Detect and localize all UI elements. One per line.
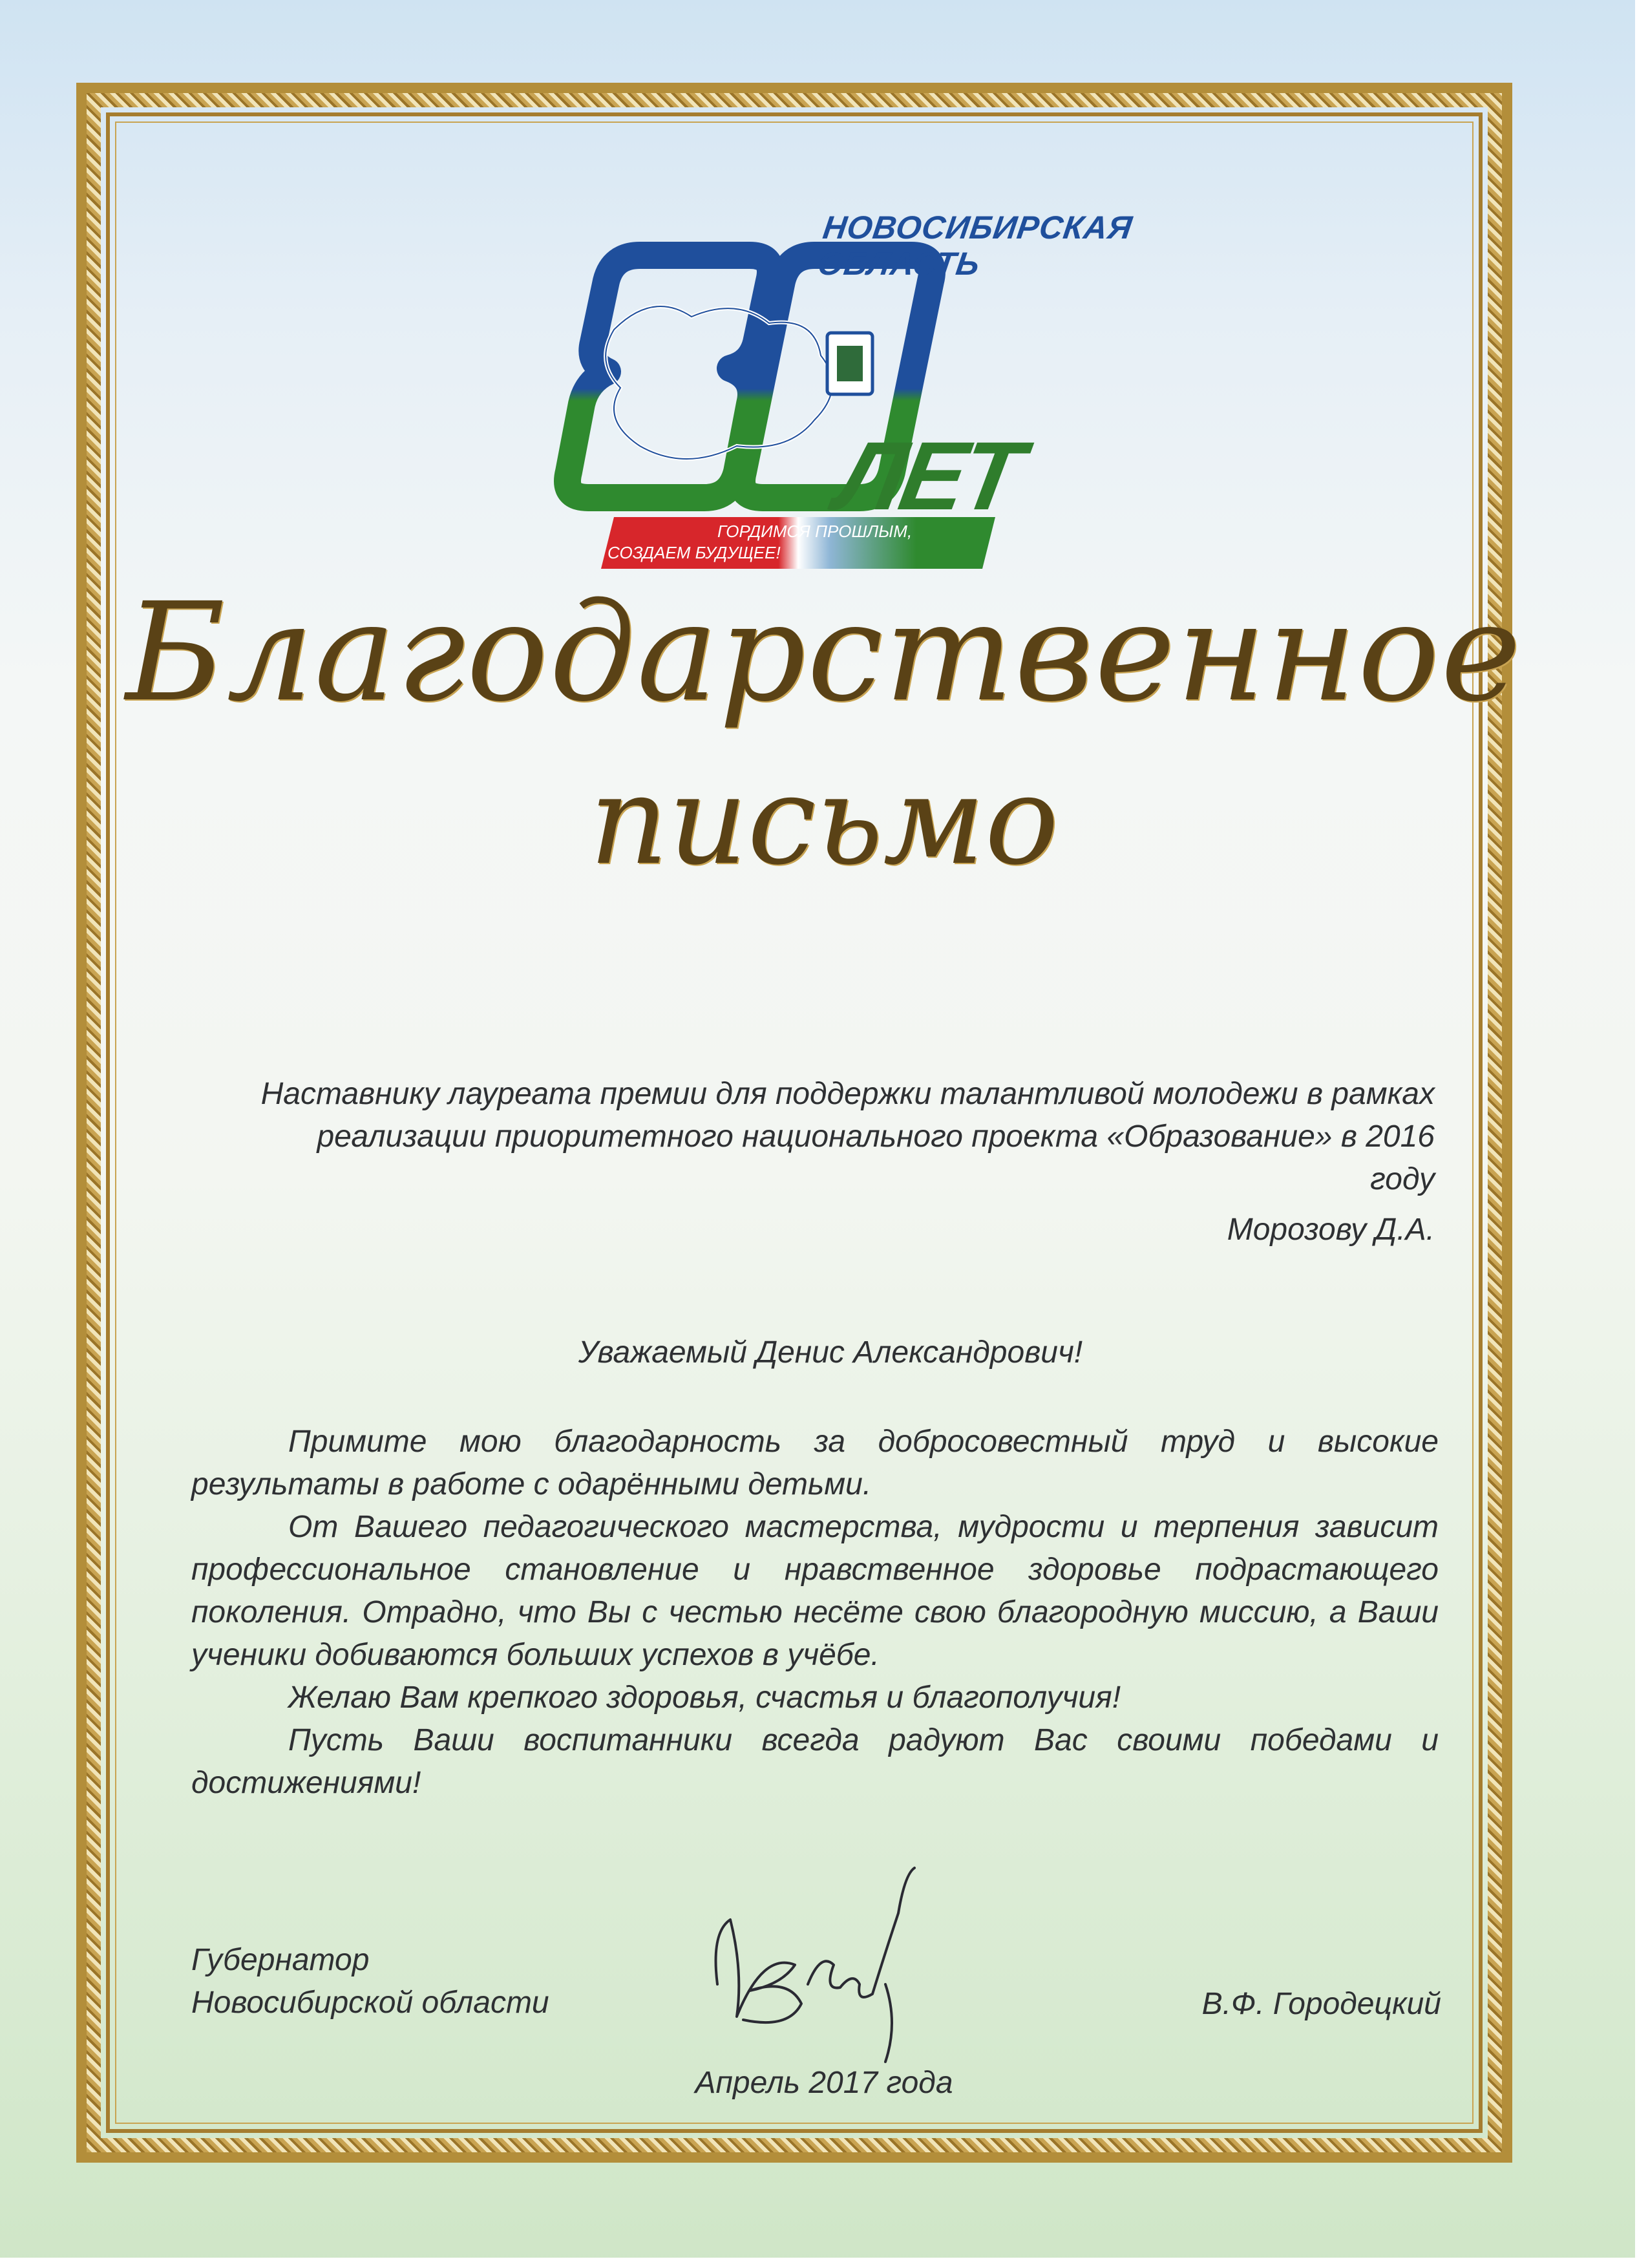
body-paragraph: Примите мою благодарность за добросовестный труд и высокие результаты в работе с одарёнными детьми.	[191, 1425, 1439, 1501]
handwritten-signature	[692, 1855, 937, 2068]
recipient-name: Морозову Д.А.	[1227, 1213, 1435, 1247]
document-title-line2: письмо	[589, 749, 1059, 892]
scan-edge	[0, 2258, 1648, 2268]
signer-name: В.Ф. Городецкий	[1201, 1987, 1441, 2021]
scan-edge	[1635, 0, 1648, 2268]
salutation: Уважаемый Денис Александрович!	[578, 1335, 1083, 1370]
region-map-outline	[606, 306, 832, 459]
letter-body	[191, 1421, 1439, 1805]
logo-years-label: ЛЕТ	[829, 421, 1028, 530]
signer-title-line1: Губернатор	[191, 1943, 370, 1977]
logo-slogan-line1: ГОРДИМСЯ ПРОШЛЫМ,	[717, 522, 913, 541]
document-title: Благодарственное	[125, 573, 1523, 732]
logo-slogan-line2: СОЗДАЕМ БУДУЩЕЕ!	[607, 543, 781, 562]
signer-title	[191, 1939, 644, 2024]
body-paragraph: Желаю Вам крепкого здоровья, счастья и благополучия!	[288, 1680, 1121, 1715]
logo-region-name: НОВОСИБИРСКАЯ ОБЛАСТЬ	[816, 209, 1135, 282]
body-paragraph: От Вашего педагогического мастерства, мудрости и терпения зависит профессиональное становление и нравственное здоровье подрастающего поколения. Отрадно, что Вы с честью несёте свою благородную миссию, а Ваши ученики добиваются больших успехов в учёбе.	[191, 1510, 1439, 1672]
recipient-description: Наставнику лауреата премии для поддержки талантливой молодежи в рамках реализации приоритетного национального проекта «Образование» в 2016 году	[260, 1077, 1435, 1196]
document-date: Апрель 2017 года	[695, 2066, 953, 2100]
anniversary-logo	[543, 194, 1135, 595]
signer-title-line2: Новосибирской области	[191, 1986, 549, 2020]
body-paragraph: Пусть Ваши воспитанники всегда радуют Вас своими победами и достижениями!	[191, 1723, 1439, 1800]
